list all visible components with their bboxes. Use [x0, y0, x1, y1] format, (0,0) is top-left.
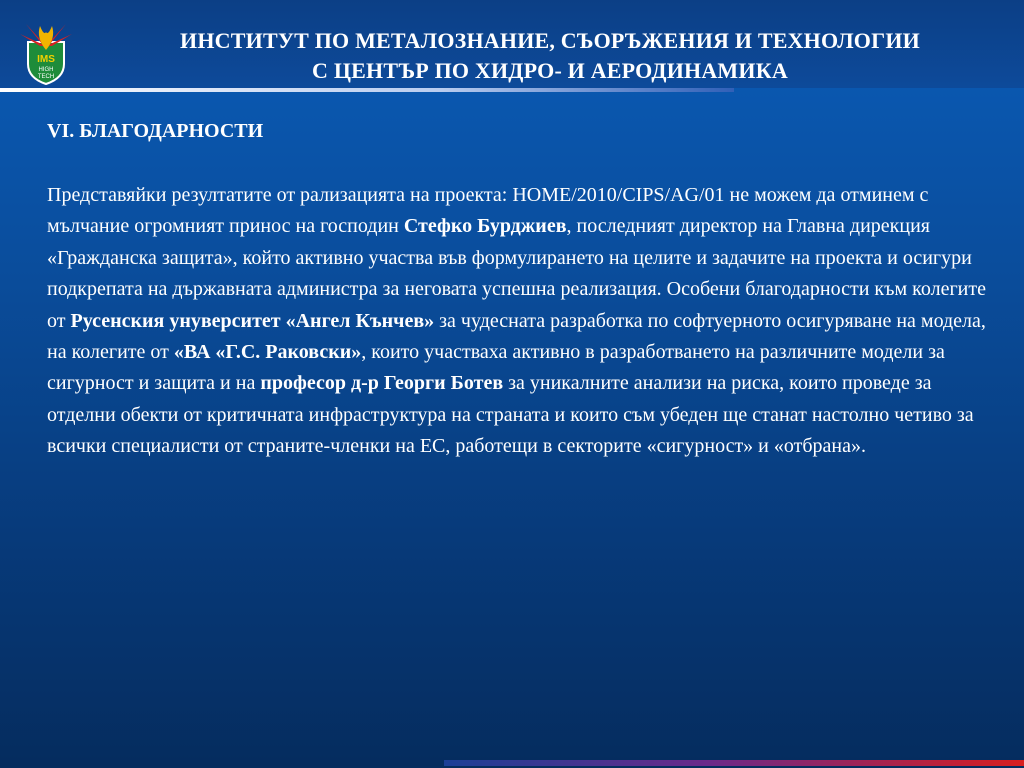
header-divider: [0, 88, 734, 92]
paragraph-text-run: Представяйки резултатите от рализацията на проекта: HOME/2010/CIPS/AG/01 не можем да отминем с мълчание огромният принос на господин: [47, 184, 929, 238]
logo-text: IMS: [37, 54, 55, 65]
header-title-line2: С ЦЕНТЪР ПО ХИДРО- И АЕРОДИНАМИКА: [312, 58, 788, 83]
ims-logo-icon: [18, 20, 74, 86]
logo-subtext-high: HIGH: [38, 67, 54, 73]
paragraph-text-run: за уникалните анализи на риска, които проведе за отделни обекти от критичната инфраструктура на страната и които съм убеден ще станат настолно четиво за всички специалисти от страните-членки на ЕС, работещи в секторите «сигурност» и «отбрана».: [47, 372, 974, 458]
section-title: VI. БЛАГОДАРНОСТИ: [47, 120, 264, 142]
logo-subtext-tech: TECH: [37, 74, 55, 80]
paragraph-text-run: , последният директор на Главна дирекция «Гражданска защита», който активно участва във формулирането на целите и задачите на проекта и осигури подкрепата на държавната администра за неговата успешна реализация. Особени благодарности към колегите от: [47, 215, 986, 332]
paragraph-bold-run: «ВА «Г.С. Раковски»: [173, 341, 362, 364]
paragraph-bold-run: Русенския унуверситет «Ангел Кънчев»: [70, 309, 435, 332]
paragraph-text-run: , които участваха активно в разработването на различните модели за сигурност и защита и на: [47, 341, 945, 395]
paragraph-bold-run: професор д-р Георги Ботев: [260, 372, 504, 395]
slide-header: [0, 0, 1024, 88]
paragraph-text-run: за чудесната разработка по софтуерното осигуряване на модела, на колегите от: [47, 309, 986, 364]
header-title: [90, 26, 1010, 86]
paragraph-bold-run: Стефко Бурджиев: [403, 215, 567, 238]
acknowledgement-paragraph: [47, 180, 997, 463]
header-title-line1: ИНСТИТУТ ПО МЕТАЛОЗНАНИЕ, СЪОРЪЖЕНИЯ И ТЕХНОЛОГИИ: [180, 28, 920, 53]
footer-divider: [444, 760, 1024, 766]
